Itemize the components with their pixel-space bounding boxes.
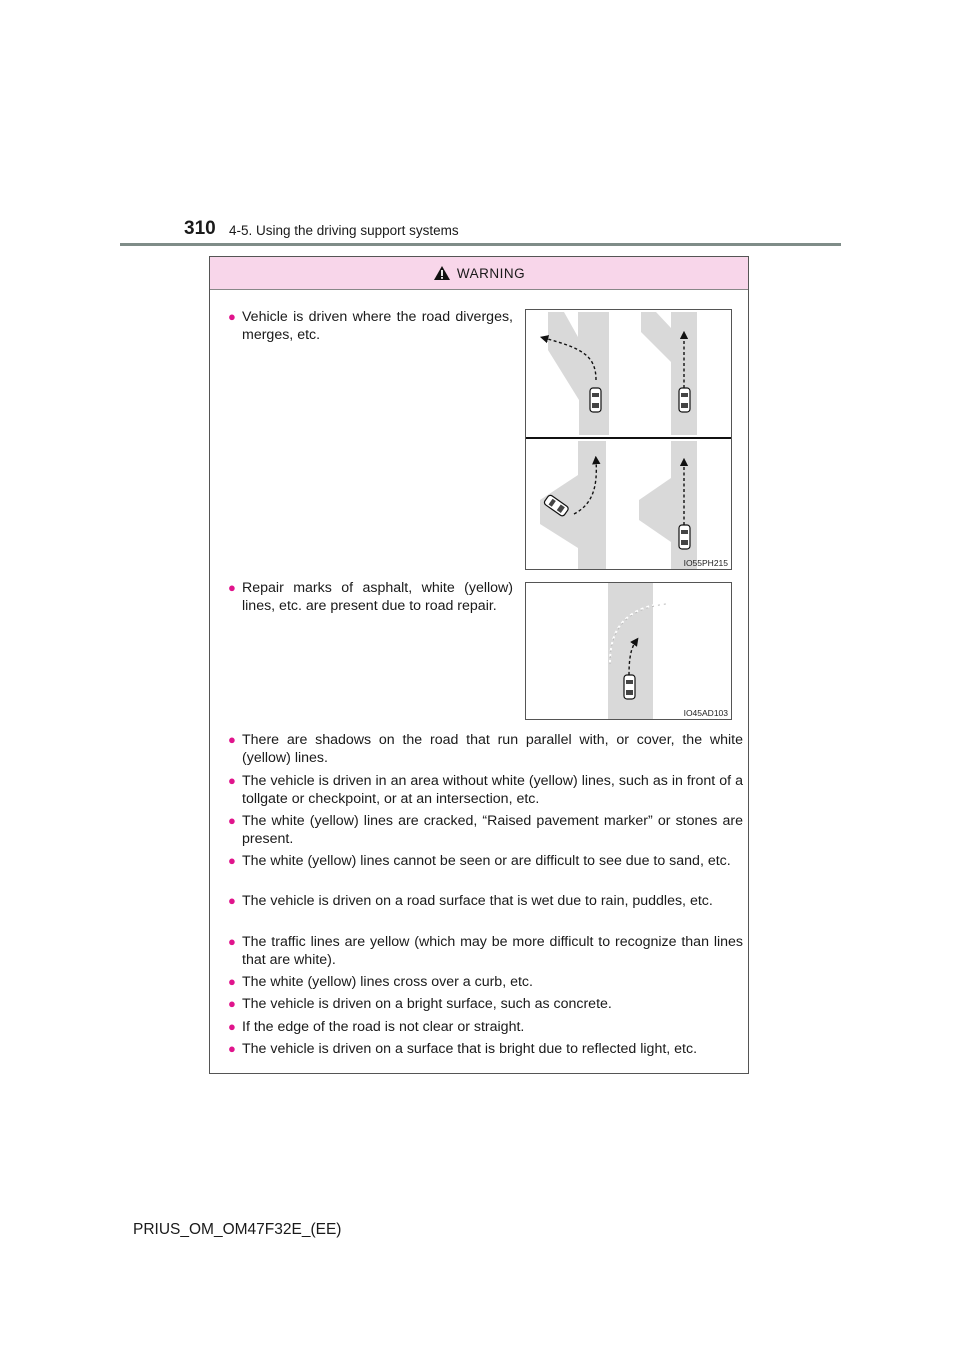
bullet-text: The white (yellow) lines cannot be seen or are difficult to see due to sand, etc. [242, 853, 731, 869]
bullet-text: The white (yellow) lines cross over a curb, etc. [242, 974, 533, 990]
car-icon [679, 388, 690, 412]
warning-bullet [228, 933, 743, 969]
figure-road-repair [525, 582, 732, 720]
bullet-circle-icon: ● [228, 974, 236, 989]
bullet-text: The vehicle is driven on a surface that is bright due to reflected light, etc. [242, 1041, 698, 1057]
warning-bullet [228, 812, 743, 848]
road-shape [548, 312, 609, 435]
car-icon [679, 525, 690, 549]
bullet-text: The vehicle is driven on a road surface that is wet due to rain, puddles, etc. [242, 893, 713, 909]
bullet-circle-icon: ● [228, 996, 236, 1011]
car-icon [590, 388, 601, 412]
warning-bullet [228, 852, 743, 870]
bullet-circle-icon: ● [228, 580, 236, 595]
car-icon [624, 675, 635, 699]
warning-triangle-icon [433, 265, 451, 281]
warning-title: WARNING [456, 265, 526, 281]
bullet-circle-icon: ● [228, 853, 236, 868]
bullet-circle-icon: ● [228, 934, 236, 949]
header-rule [120, 243, 841, 246]
bullet-text: There are shadows on the road that run parallel with, or cover, the white (yellow) lines. [242, 732, 743, 766]
road-repair-diagram [526, 583, 731, 719]
page-number: 310 [184, 218, 216, 239]
bullet-text: The vehicle is driven in an area without white (yellow) lines, such as in front of a tollgate or checkpoint, or at an intersection, etc. [242, 773, 743, 807]
warning-bullet [228, 579, 513, 615]
road-shape [639, 441, 697, 569]
warning-box [209, 256, 749, 1074]
bullet-circle-icon: ● [228, 893, 236, 908]
bullet-circle-icon: ● [228, 309, 236, 324]
section-title: 4-5. Using the driving support systems [229, 223, 459, 238]
warning-bullet [228, 1018, 743, 1036]
warning-bullet [228, 772, 743, 808]
warning-bullet [228, 731, 743, 767]
warning-header [210, 257, 748, 290]
bullet-text: If the edge of the road is not clear or straight. [242, 1019, 525, 1035]
bullet-circle-icon: ● [228, 732, 236, 747]
bullet-text: Vehicle is driven where the road diverges, merges, etc. [242, 309, 513, 343]
warning-bullet [228, 308, 513, 344]
warning-bullet [228, 892, 743, 910]
bullet-text: Repair marks of asphalt, white (yellow) lines, etc. are present due to road repair. [242, 580, 513, 614]
figure-road-diverge-merge [525, 309, 732, 570]
bullet-circle-icon: ● [228, 773, 236, 788]
document-code: PRIUS_OM_OM47F32E_(EE) [133, 1221, 342, 1238]
bullet-text: The white (yellow) lines are cracked, “Raised pavement marker” or stones are present. [242, 813, 743, 847]
bullet-text: The vehicle is driven on a bright surface, such as concrete. [242, 996, 612, 1012]
warning-bullet [228, 1040, 743, 1058]
warning-bullet [228, 995, 743, 1013]
bullet-circle-icon: ● [228, 1019, 236, 1034]
road-shape [641, 312, 697, 435]
bullet-text: The traffic lines are yellow (which may be more difficult to recognize than lines that are white). [242, 934, 743, 968]
bullet-circle-icon: ● [228, 1041, 236, 1056]
road-diverge-diagram [526, 310, 731, 569]
bullet-circle-icon: ● [228, 813, 236, 828]
figure-code: IO45AD103 [683, 708, 728, 718]
figure-code: IO55PH215 [683, 558, 728, 568]
warning-bullet [228, 973, 743, 991]
